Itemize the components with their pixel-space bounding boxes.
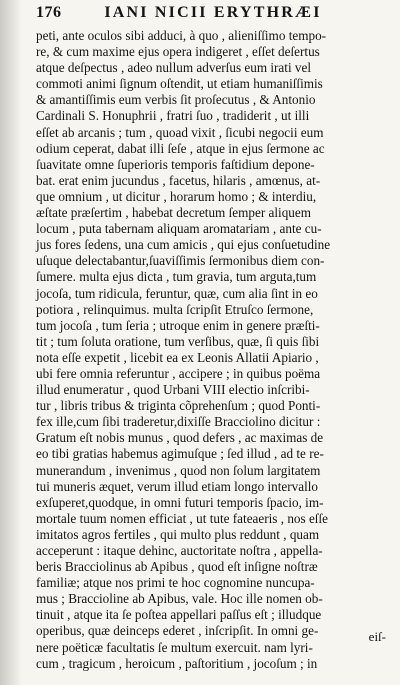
text-line: mortale tuum nomen efficiat , ut tute fateaeris , nos eſſe (36, 510, 328, 526)
text-line: commoti animi ſignum oſtendit, ut etiam humaniſſimis (36, 76, 323, 92)
running-title: IANI NICII ERYTHRÆI (104, 4, 322, 21)
text-line: tum jocoſa , tum ſeria ; utroque enim in genere præſti- (36, 317, 320, 333)
text-line: familiæ; atque nos primi te hoc cognomine nuncupa- (36, 575, 315, 591)
text-line: ſumere. multa ejus dicta , tum gravia, tum arguta,tum (36, 269, 317, 285)
text-line: tur , libris tribus & triginta cõprehenſum ; quod Ponti- (36, 398, 321, 414)
catchword: eiſ- (368, 629, 386, 644)
text-line: re, & cum maxime ejus opera indigeret , eſſet deſertus (36, 44, 320, 60)
text-line: mus ; Braccioline ab Apibus, vale. Hoc ille nomen ob- (36, 591, 323, 607)
text-line: illud enumeratur , quod Urbani VIII electio inſcribi- (36, 382, 310, 398)
text-line: Cardinali S. Honuphrii , fratri ſuo , tradiderit , ut illi (36, 108, 310, 124)
text-line: ſuavitate omne ſuperioris temporis faſtidium depone- (36, 156, 315, 172)
text-line: Gratum eſt nobis munus , quod defers , ac maximas de (36, 430, 324, 446)
text-line: acceperunt : itaque dehinc, auctoritate noſtra , appella- (36, 543, 323, 558)
body-text (36, 28, 388, 672)
text-line: nota eſſe expetit , licebit ea ex Leonis Allatii Apiario , (36, 349, 319, 365)
text-line: bat. erat enim jucundus , facetus, hilaris , amœnus, at- (36, 172, 321, 188)
text-line: eo tibi gratias habemus agimuſque ; ſed illud , ad te re- (36, 446, 324, 462)
text-line: potiora , relinquimus. multa ſcripſit Etruſco ſermone, (36, 301, 314, 317)
text-line: jus fores ſedens, una cum amicis , qui ejus conſuetudine (36, 237, 331, 253)
text-line: fex ille,cum ſibi traderetur,dixiſſe Bracciolino dicitur : (36, 414, 321, 430)
text-line: beris Bracciolinus ab Apibus , quod eſt inſigne noſtræ (36, 559, 318, 575)
text-line: imitatos agros fertiles , qui multo plus reddunt , quam (36, 526, 320, 542)
text-line: tui muneris æquet, verum illud etiam longo intervallo (36, 478, 319, 494)
text-line: operibus, quæ deinceps ederet , inſcripſit. In omni ge- (36, 623, 319, 639)
text-line: nere poëticæ facultatis ſe multum exercuit. nam lyri- (36, 639, 313, 655)
text-line: uſuque delectabantur,ſuaviſſimis ſermonibus diem con- (36, 253, 325, 269)
text-line: peti, ante oculos sibi adduci, à quo , alieniſſimo tempo- (36, 28, 327, 43)
page-number: 176 (36, 4, 62, 21)
text-line: jocoſa, tum ridicula, feruntur, quæ, cum alia ſint in eo (36, 285, 318, 301)
text-line: & amantiſſimis eum verbis ſit proſecutus , & Antonio (36, 92, 316, 108)
text-line: munerandum , invenimus , quod non ſolum largitatem (36, 462, 321, 478)
text-line: odium ceperat, dabat illi ſeſe , atque in ejus ſermone ac (36, 140, 325, 156)
text-line: eſſet ab arcanis ; tum , quoad vixit , ſicubi negocii eum (36, 124, 324, 140)
text-line: tit ; tum ſoluta oratione, tum verſibus, quæ, ſi quis ſibi (36, 333, 320, 349)
text-line: ubi fere omnia referuntur , accipere ; in quibus poëma (36, 365, 321, 381)
text-line: cum , tragicum , heroicum , paſtoritium , jocoſum ; in (36, 655, 318, 671)
text-line: atque deſpectus , adeo nullum adverſus eum irati vel (36, 60, 312, 76)
text-line: tinuit , atque ita ſe poſtea appellari paſſus eſt ; illudque (36, 607, 322, 623)
text-line: locum , puta tabernam aliquam aromatariam , ante cu- (36, 221, 322, 237)
text-line: æſtate præſertim , habebat decretum ſemper aliquem (36, 205, 312, 221)
text-line: que omnium , ut dicitur , horarum homo ; & interdiu, (36, 188, 317, 204)
running-head (36, 4, 380, 26)
text-line: exſuperet,quodque, in omni futuri temporis ſpacio, im- (36, 494, 324, 510)
